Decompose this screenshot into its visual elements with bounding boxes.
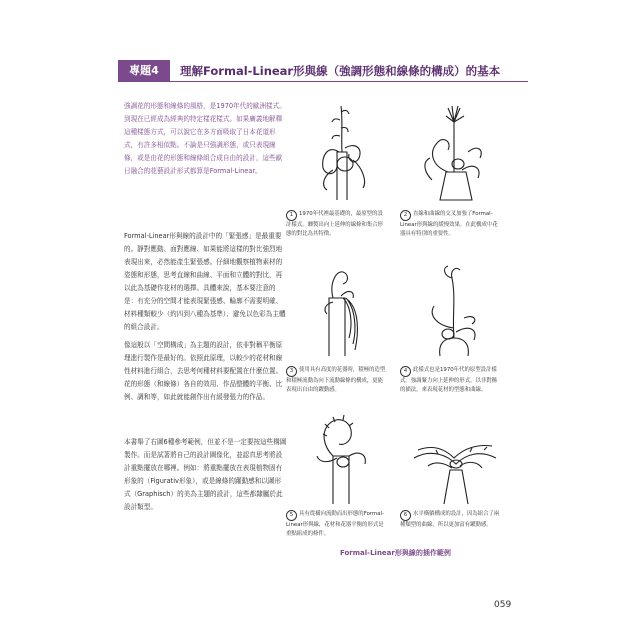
figures-caption: Formal-Linear形與線的插作範例 bbox=[340, 549, 451, 557]
figure-3-caption bbox=[286, 366, 388, 394]
figure-2-illustration bbox=[408, 102, 500, 202]
figure-4-number: 4 bbox=[400, 366, 411, 377]
figure-3-number: 3 bbox=[286, 366, 297, 377]
figure-6-caption bbox=[400, 510, 502, 530]
figure-3-caption-text: 使用具有高度的花器時，積極的造型和積極流動為向下流動線條的構成，更能表現出自由的躍動感。 bbox=[286, 367, 386, 393]
figure-2-caption-text: 直線和曲線的交叉加強了Formal-Linear形與線的緩慢效果。在此構成中花器具有特別的重要性。 bbox=[400, 211, 498, 237]
body-paragraph-2: 像這般以「空間構成」為主題的設計，依非對稱平衡原理進行製作是最好的。依照此原理，以較少的花材和線性材料進行組合，去思考何種材料要配置在什麼位置。花的形態（和線條）各自的效用、作品整體的平衡、比例、調和等，如此就能創作出有緩發張力的作品。 bbox=[124, 341, 283, 401]
body-paragraph-1: Formal-Linear形與線的設計中的「緊張感」是最重要的。靜對應動、面對應線、如果能將這樣的對比強烈地表現出來，必然能產生緊張感。仔細地觀察植物素材的姿態和形態，思考直線和曲線、平面和立體的對比，再以此為基礎作花材的選擇。具體來說，基本要注意的是：有充分的空間才能表現緊張感、輪廓不需要明確、材料種類較少（約四到八種為基準）、避免以色彩為主體的組合設計。 bbox=[124, 232, 286, 331]
intro-paragraph: 強調花的形態和線條的風格，是1970年代的歐洲樣式。到現在已經成為經典的特定樣花樣式。如果廣義地解釋這種樣態方式，可以說它在多方面吸取了日本花道形式，有許多相似點。不論是只強調形態，或只表現線條，或是由花的形態和線條組合成自由的設計，這些歐日融合的花藝設計形式都算是Formal-Linear。 bbox=[124, 102, 286, 175]
figure-1-caption-text: 1970年代裡最基礎的，最原型的設計樣式。纏製出向上延伸的線條和集合形態的對比為其特徵。 bbox=[286, 211, 384, 237]
figure-4-caption bbox=[400, 366, 502, 394]
figure-6-caption-text: 水平橫躺構成的設計，因為組合了兩種類型的曲線，所以更加富有躍動感。 bbox=[400, 511, 500, 528]
figure-5-illustration bbox=[293, 406, 385, 506]
figure-1-illustration bbox=[293, 102, 385, 202]
figure-6-number: 6 bbox=[400, 510, 411, 521]
figure-6-illustration bbox=[408, 406, 500, 506]
header-divider bbox=[170, 81, 528, 82]
figure-2-caption bbox=[400, 210, 502, 238]
page-number: 059 bbox=[494, 600, 512, 610]
figure-3-illustration bbox=[293, 258, 385, 358]
figure-4-caption-text: 此樣式也是1970年代的原型設計樣式。強調緊力向上延伸的形式，以非對稱的描法，來表現花材的型態和曲線。 bbox=[400, 367, 498, 393]
body-paragraph-3: 本書舉了右圖6種參考範例，但並不是一定要按這些構圖製作。而是試著將自己的設計圖像化，並認真思考將設計重點擺放在哪裡。例如：將重點擺放在表現植物固有形象的（Figurativ形象），或是線條的躍動感和以圖形式（Graphisch）的美為主題的設計，這些都隸屬於此設計類型。 bbox=[124, 438, 287, 511]
section-title: 理解Formal-Linear形與線（強調形態和線條的構成）的基本 bbox=[180, 64, 501, 78]
figure-1-number: 1 bbox=[286, 210, 297, 221]
book-page bbox=[118, 60, 528, 620]
section-header bbox=[118, 60, 528, 82]
section-tag: 專題4 bbox=[118, 60, 170, 82]
figure-5-caption bbox=[286, 510, 388, 538]
figure-1-caption bbox=[286, 210, 388, 238]
figure-5-number: 5 bbox=[286, 510, 297, 521]
figure-4-illustration bbox=[408, 258, 500, 358]
figure-5-caption-text: 具有從橫向流動而出形態的Formal-Linear形與線，花材和花器平衡的形式是重點組成的條件。 bbox=[286, 511, 385, 537]
figure-2-number: 2 bbox=[400, 210, 411, 221]
